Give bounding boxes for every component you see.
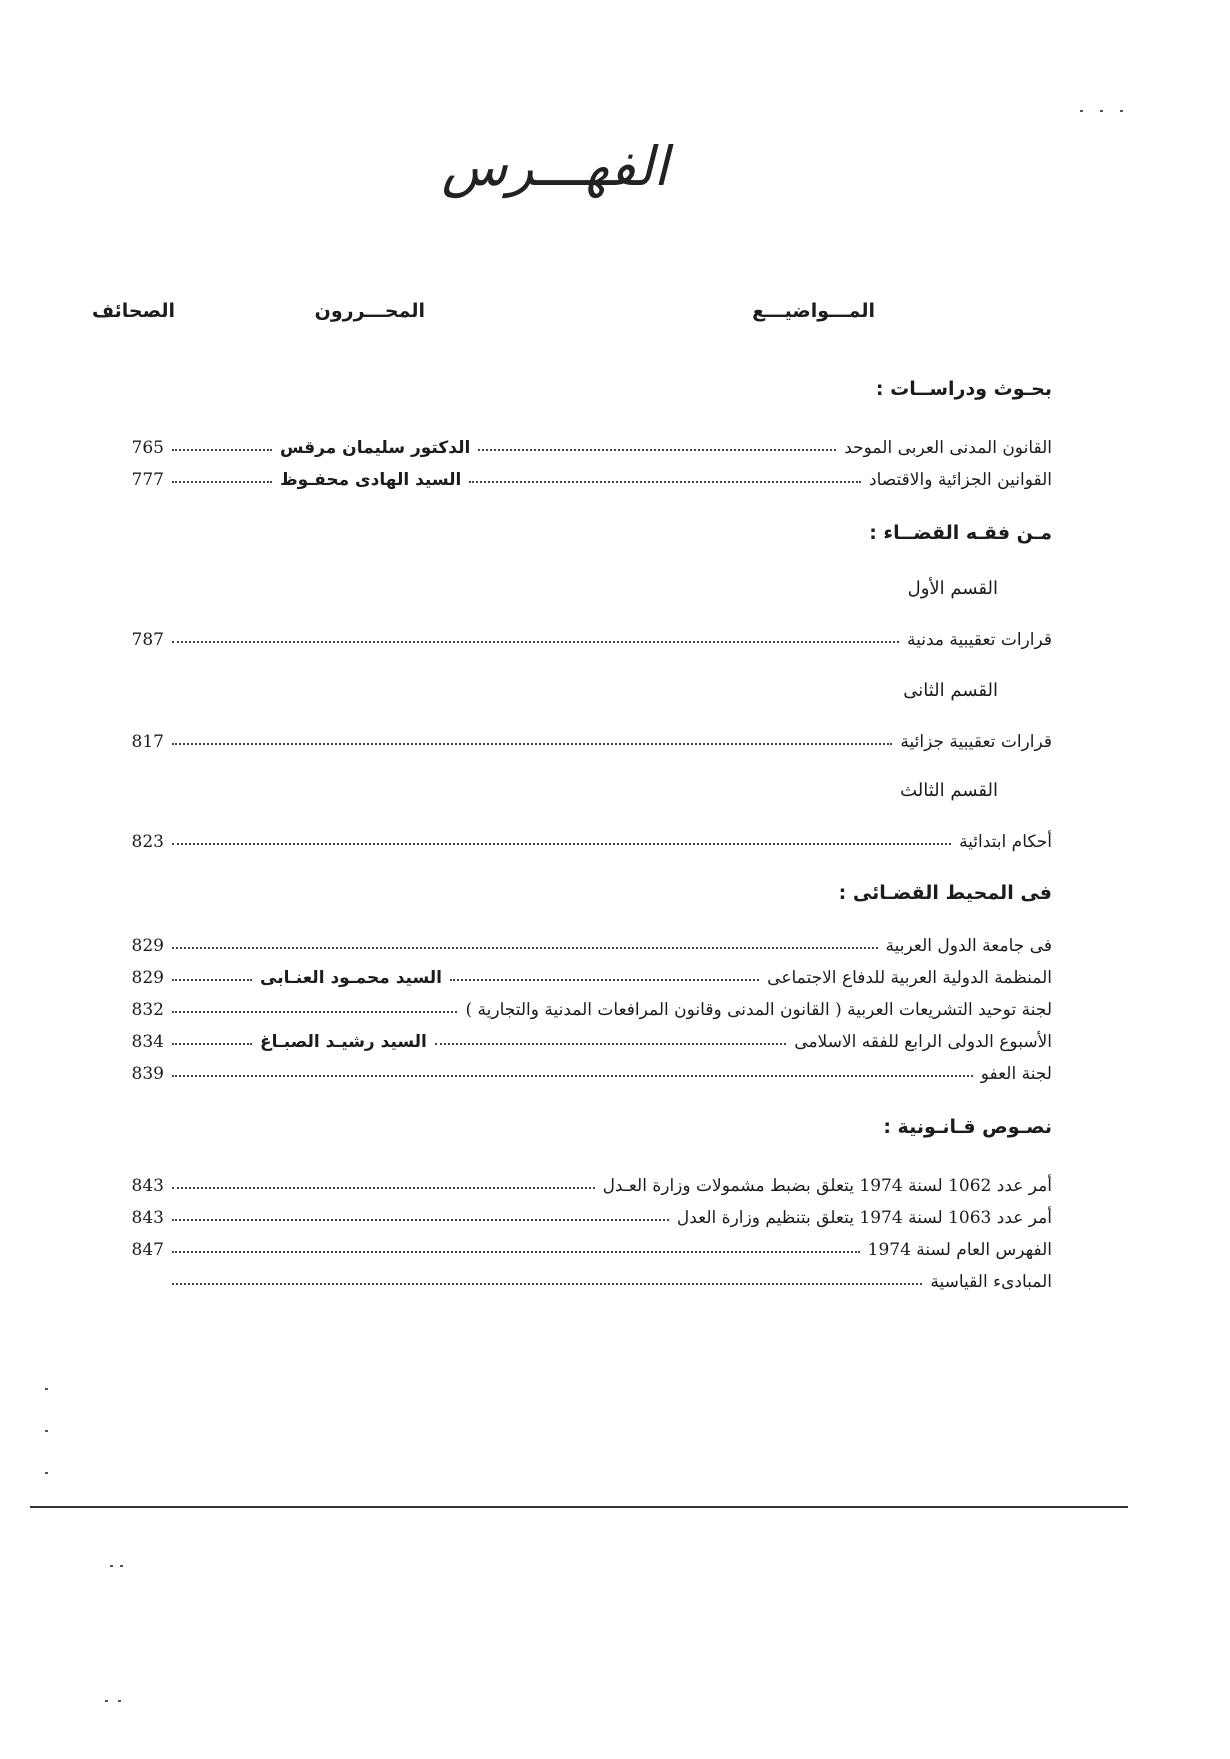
toc-entry-author: السيد رشيـد الصبـاغ (260, 1032, 427, 1052)
scan-speck (45, 1472, 48, 1474)
toc-entry-page: 843 (131, 1176, 164, 1196)
toc-entry-title: الفهرس العام لسنة 1974 (867, 1240, 1052, 1260)
toc-entry-title: لجنة العفو (980, 1064, 1052, 1084)
page-rule (30, 1506, 1128, 1508)
toc-entry-author: السيد محمـود العنـابى (260, 968, 442, 988)
dot-leader (172, 449, 272, 451)
dot-leader (450, 979, 759, 981)
toc-entry-title: الأسبوع الدولى الرابع للفقه الاسلامى (794, 1032, 1052, 1052)
dot-leader (469, 481, 861, 483)
toc-entry-author: السيد الهادى محفـوظ (280, 470, 462, 490)
toc-entry-title: المنظمة الدولية العربية للدفاع الاجتماعى (767, 968, 1052, 988)
column-header-pages: الصحائف (92, 300, 175, 322)
toc-row[interactable] (120, 822, 1052, 852)
dot-leader (172, 1075, 973, 1077)
scan-speck (1120, 110, 1123, 112)
toc-entry-author: الدكتور سليمان مرقس (280, 438, 471, 458)
toc-entry-page: 834 (131, 1032, 164, 1052)
toc-entry-page: 829 (131, 968, 164, 988)
dot-leader (172, 1251, 860, 1253)
dot-leader (435, 1043, 786, 1045)
scan-speck (105, 1700, 108, 1702)
dot-leader (172, 641, 899, 643)
toc-row[interactable] (120, 1262, 1052, 1292)
toc-entry-title: المبادىء القياسية (930, 1272, 1052, 1292)
toc-row[interactable] (120, 990, 1052, 1020)
part-label: القسم الأول (907, 578, 998, 599)
toc-entry-page: 839 (131, 1064, 164, 1084)
page-title: الفهـــرس (441, 135, 669, 198)
toc-row[interactable] (120, 1054, 1052, 1084)
scan-speck (45, 1430, 48, 1432)
toc-entry-page: 777 (131, 470, 164, 490)
toc-entry-page: 823 (131, 832, 164, 852)
column-header-editors: المحـــررون (314, 300, 425, 322)
dot-leader (172, 1043, 252, 1045)
toc-entry-title: القانون المدنى العربى الموحد (844, 438, 1052, 458)
scan-speck (45, 1388, 48, 1390)
dot-leader (172, 979, 252, 981)
toc-entry-page: 787 (131, 630, 164, 650)
column-header-subjects: المـــواضيـــع (752, 300, 875, 322)
toc-entry-page: 832 (131, 1000, 164, 1020)
part-label: القسم الثانى (903, 680, 998, 701)
dot-leader (172, 743, 892, 745)
toc-row[interactable] (120, 460, 1052, 490)
scan-speck (1080, 110, 1083, 112)
toc-entry-title: أمر عدد 1063 لسنة 1974 يتعلق بتنظيم وزارة العدل (676, 1208, 1052, 1228)
toc-entry-title: القوانين الجزائية والاقتصاد (869, 470, 1052, 490)
dot-leader (172, 947, 878, 949)
toc-entry-page: 829 (131, 936, 164, 956)
toc-row[interactable] (120, 722, 1052, 752)
toc-entry-title: قرارات تعقيبية جزائية (900, 732, 1052, 752)
toc-row[interactable] (120, 1022, 1052, 1052)
scan-speck (120, 1565, 123, 1567)
dot-leader (172, 1011, 457, 1013)
section-heading-legal-texts: نصـوص قـانـونية : (883, 1116, 1052, 1138)
section-heading-jurisprudence: مـن فقـه القضــاء : (869, 522, 1052, 544)
part-label: القسم الثالث (900, 780, 998, 801)
toc-entry-page: 847 (131, 1240, 164, 1260)
toc-row[interactable] (120, 620, 1052, 650)
toc-entry-title: أحكام ابتدائية (959, 832, 1052, 852)
toc-entry-page: 765 (131, 438, 164, 458)
dot-leader (172, 1187, 595, 1189)
scan-speck (1100, 110, 1103, 112)
toc-entry-page: 817 (131, 732, 164, 752)
toc-entry-title: فى جامعة الدول العربية (885, 936, 1052, 956)
toc-row[interactable] (120, 1166, 1052, 1196)
toc-row[interactable] (120, 958, 1052, 988)
toc-row[interactable] (120, 1230, 1052, 1260)
section-heading-judicial-sphere: فى المحيط القضـائى : (838, 882, 1052, 904)
dot-leader (478, 449, 836, 451)
toc-entry-title: قرارات تعقيبية مدنية (906, 630, 1052, 650)
dot-leader (172, 1219, 669, 1221)
toc-entry-title: أمر عدد 1062 لسنة 1974 يتعلق بضبط مشمولات وزارة العـدل (602, 1176, 1052, 1196)
scan-speck (110, 1565, 113, 1567)
section-heading-research: بحـوث ودراســات : (875, 378, 1052, 400)
scan-speck (118, 1700, 121, 1702)
toc-row[interactable] (120, 1198, 1052, 1228)
toc-row[interactable] (120, 428, 1052, 458)
dot-leader (172, 843, 951, 845)
toc-entry-page: 843 (131, 1208, 164, 1228)
toc-entry-title: لجنة توحيد التشريعات العربية ( القانون المدنى وقانون المرافعات المدنية والتجارية ) (465, 1000, 1052, 1020)
dot-leader (172, 481, 272, 483)
dot-leader (172, 1283, 922, 1285)
toc-row[interactable] (120, 926, 1052, 956)
